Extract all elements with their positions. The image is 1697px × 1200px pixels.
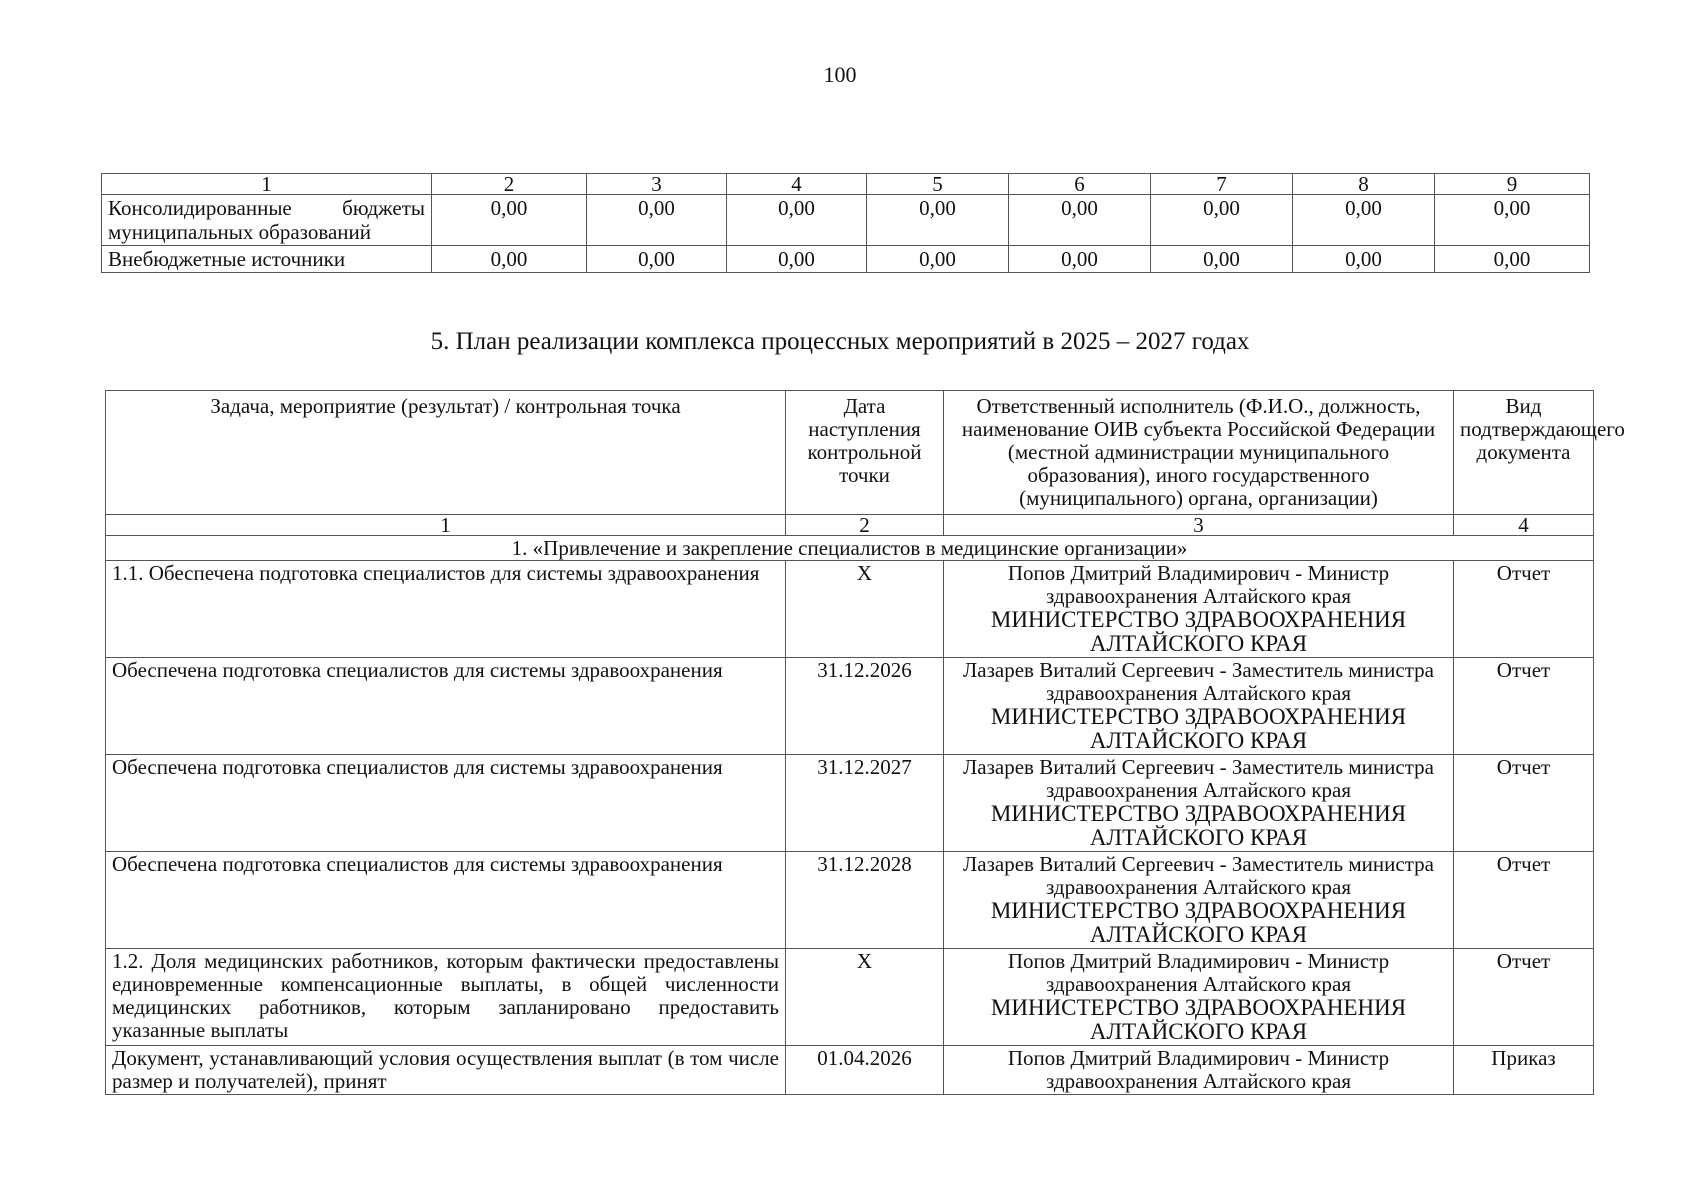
budget-col-number: 1 — [102, 174, 432, 195]
document-cell: Отчет — [1454, 949, 1594, 1046]
budget-value: 0,00 — [1435, 195, 1590, 246]
budget-row-label: Внебюджетные источники — [102, 246, 432, 273]
task-cell: Документ, устанавливающий условия осуществления выплат (в том числе размер и получателей), принят — [106, 1046, 786, 1095]
responsible-cell — [944, 1046, 1454, 1095]
responsible-person: Попов Дмитрий Владимирович - Министр здравоохранения Алтайского края — [1007, 949, 1390, 996]
plan-col-number: 3 — [944, 515, 1454, 536]
responsible-person: Лазарев Виталий Сергеевич - Заместитель министра здравоохранения Алтайского края — [963, 755, 1434, 802]
table-row — [102, 246, 1590, 273]
task-cell: Обеспечена подготовка специалистов для системы здравоохранения — [106, 755, 786, 852]
page-number: 100 — [823, 62, 857, 87]
budget-value: 0,00 — [432, 246, 587, 273]
budget-value: 0,00 — [432, 195, 587, 246]
table-row — [106, 755, 1594, 852]
responsible-person: Попов Дмитрий Владимирович - Министр здравоохранения Алтайского края — [1007, 561, 1390, 608]
header-document: Вид подтверждающего документа — [1454, 391, 1594, 515]
responsible-org: МИНИСТЕРСТВО ЗДРАВООХРАНЕНИЯ АЛТАЙСКОГО КРАЯ — [990, 898, 1407, 947]
plan-col-number: 2 — [786, 515, 944, 536]
budget-value: 0,00 — [867, 195, 1009, 246]
responsible-cell — [944, 658, 1454, 755]
responsible-person: Лазарев Виталий Сергеевич - Заместитель министра здравоохранения Алтайского края — [963, 658, 1434, 705]
budget-col-number: 4 — [727, 174, 867, 195]
task-cell: Обеспечена подготовка специалистов для системы здравоохранения — [106, 658, 786, 755]
budget-col-number: 8 — [1293, 174, 1435, 195]
date-cell: 31.12.2027 — [786, 755, 944, 852]
budget-col-number: 3 — [587, 174, 727, 195]
document-cell: Отчет — [1454, 658, 1594, 755]
responsible-org: МИНИСТЕРСТВО ЗДРАВООХРАНЕНИЯ АЛТАЙСКОГО КРАЯ — [990, 704, 1407, 753]
date-cell: X — [786, 561, 944, 658]
plan-header-row — [106, 391, 1594, 515]
budget-value: 0,00 — [867, 246, 1009, 273]
date-cell: 31.12.2028 — [786, 852, 944, 949]
budget-col-number: 6 — [1009, 174, 1151, 195]
section-title: 5. План реализации комплекса процессных мероприятий в 2025 – 2027 годах — [430, 328, 1250, 355]
budget-value: 0,00 — [1435, 246, 1590, 273]
date-cell: X — [786, 949, 944, 1046]
responsible-cell — [944, 755, 1454, 852]
budget-value: 0,00 — [1151, 195, 1293, 246]
table-row — [106, 949, 1594, 1046]
budget-table — [101, 173, 1590, 273]
responsible-org: МИНИСТЕРСТВО ЗДРАВООХРАНЕНИЯ АЛТАЙСКОГО КРАЯ — [990, 607, 1407, 656]
responsible-person: Попов Дмитрий Владимирович - Министр здравоохранения Алтайского края — [1007, 1046, 1390, 1093]
table-row — [106, 1046, 1594, 1095]
table-row — [106, 852, 1594, 949]
budget-row-label: Консолидированные бюджеты муниципальных образований — [102, 195, 432, 246]
budget-value: 0,00 — [1293, 195, 1435, 246]
budget-value: 0,00 — [1009, 246, 1151, 273]
budget-value: 0,00 — [1009, 195, 1151, 246]
budget-col-number: 7 — [1151, 174, 1293, 195]
task-cell: Обеспечена подготовка специалистов для системы здравоохранения — [106, 852, 786, 949]
plan-col-number: 1 — [106, 515, 786, 536]
header-task: Задача, мероприятие (результат) / контрольная точка — [106, 391, 786, 515]
budget-value: 0,00 — [1151, 246, 1293, 273]
responsible-org: МИНИСТЕРСТВО ЗДРАВООХРАНЕНИЯ АЛТАЙСКОГО КРАЯ — [990, 801, 1407, 850]
budget-value: 0,00 — [587, 195, 727, 246]
table-row — [106, 658, 1594, 755]
header-date: Дата наступления контрольной точки — [786, 391, 944, 515]
date-cell: 31.12.2026 — [786, 658, 944, 755]
budget-value: 0,00 — [587, 246, 727, 273]
budget-value: 0,00 — [727, 195, 867, 246]
budget-col-number: 9 — [1435, 174, 1590, 195]
task-cell: 1.1. Обеспечена подготовка специалистов для системы здравоохранения — [106, 561, 786, 658]
plan-col-number: 4 — [1454, 515, 1594, 536]
plan-table — [105, 390, 1625, 1095]
task-cell: 1.2. Доля медицинских работников, которым фактически предоставлены единовременные компенсационные выплаты, в общей численности медицинских работников, которым запланировано предоставить указанные выплаты — [106, 949, 786, 1046]
group-row — [106, 536, 1594, 561]
budget-col-number: 2 — [432, 174, 587, 195]
header-responsible: Ответственный исполнитель (Ф.И.О., должность, наименование ОИВ субъекта Российской Федерации (местной администрации муниципального образования), иного государственного (муниципального) органа, организации) — [944, 391, 1454, 515]
budget-col-number: 5 — [867, 174, 1009, 195]
table-row — [106, 561, 1594, 658]
group-title: 1. «Привлечение и закрепление специалистов в медицинские организации» — [106, 536, 1594, 561]
document-cell: Отчет — [1454, 755, 1594, 852]
date-cell: 01.04.2026 — [786, 1046, 944, 1095]
plan-column-numbers — [106, 515, 1594, 536]
budget-value: 0,00 — [1293, 246, 1435, 273]
responsible-cell — [944, 852, 1454, 949]
budget-column-numbers — [102, 174, 1590, 195]
document-cell: Приказ — [1454, 1046, 1594, 1095]
document-cell: Отчет — [1454, 852, 1594, 949]
responsible-org: МИНИСТЕРСТВО ЗДРАВООХРАНЕНИЯ АЛТАЙСКОГО КРАЯ — [990, 995, 1407, 1044]
responsible-person: Лазарев Виталий Сергеевич - Заместитель министра здравоохранения Алтайского края — [963, 852, 1434, 899]
document-cell: Отчет — [1454, 561, 1594, 658]
budget-value: 0,00 — [727, 246, 867, 273]
table-row — [102, 195, 1590, 246]
responsible-cell — [944, 561, 1454, 658]
responsible-cell — [944, 949, 1454, 1046]
